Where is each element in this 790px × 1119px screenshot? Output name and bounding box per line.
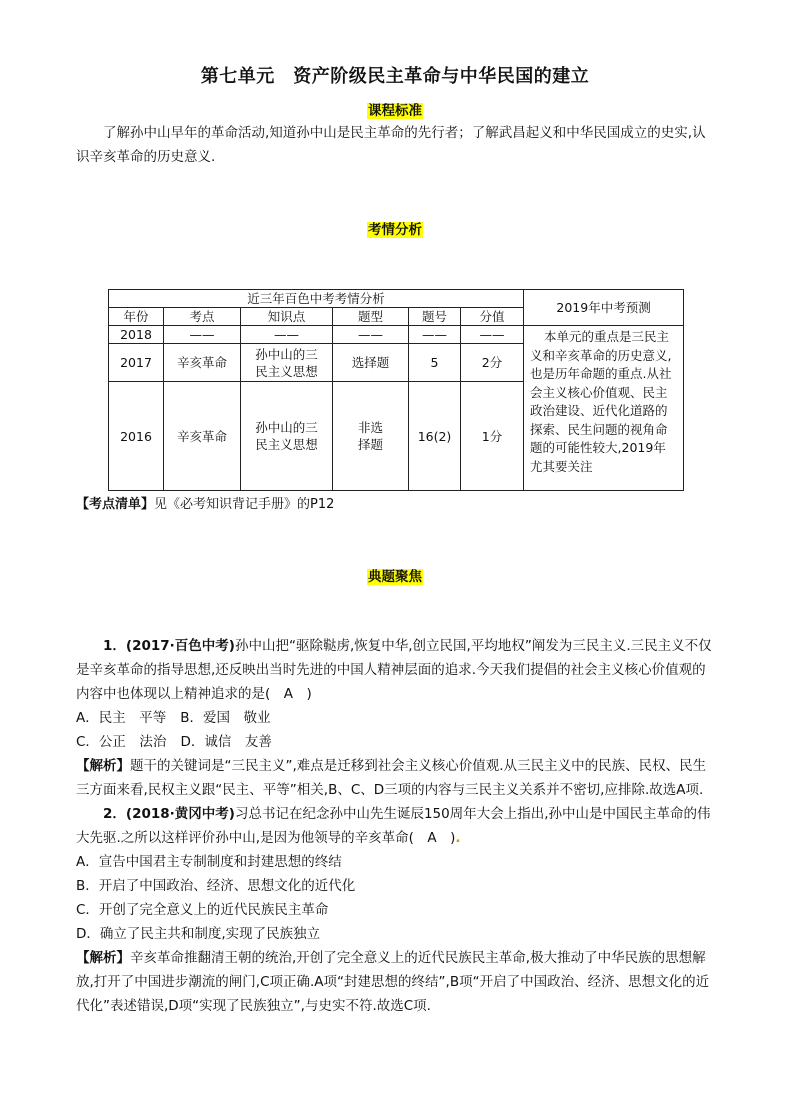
- question-1: [76, 634, 716, 706]
- page-title: 第七单元 资产阶级民主革命与中华民国的建立: [200, 66, 590, 87]
- analysis-text: 题干的关键词是“三民主义”,难点是迁移到社会主义核心价值观.从三民主义中的民族、民权、民生三方面来看,民权主义跟“民主、平等”相关,B、C、D三项的内容与三民主义关系并不密切,应排除.故选A项.: [76, 758, 707, 798]
- question-2-analysis: [76, 946, 716, 1018]
- table-cell: ——: [409, 326, 461, 344]
- option-row: [76, 730, 272, 754]
- table-cell: ——: [461, 326, 524, 344]
- option-d: D．确立了民主共和制度,实现了民族独立: [76, 926, 321, 942]
- option-b: B．开启了中国政治、经济、思想文化的近代化: [76, 878, 356, 894]
- section-heading-standard: 课程标准: [368, 103, 422, 119]
- option-a: A．宣告中国君主专制制度和封建思想的终结: [76, 854, 342, 870]
- checklist-label: 【考点清单】: [76, 497, 155, 512]
- checklist-note: [76, 493, 334, 517]
- question-2: [76, 802, 716, 850]
- section-focus: [0, 565, 790, 585]
- option-row: [76, 706, 271, 730]
- table-cell: 非选择题: [333, 382, 409, 491]
- option-c: C．公正 法治: [76, 734, 167, 750]
- option-c: C．开创了完全意义上的近代民族民主革命: [76, 902, 329, 918]
- checklist-text: 见《必考知识背记手册》的P12: [154, 497, 335, 512]
- analysis-label: 【解析】: [76, 758, 130, 774]
- table-cell: ——: [333, 326, 409, 344]
- table-cell: 孙中山的三民主义思想: [241, 344, 333, 382]
- section-heading-analysis: 考情分析: [368, 222, 422, 238]
- standard-text: 了解孙中山早年的革命活动,知道孙中山是民主革命的先行者；了解武昌起义和中华民国成立的史实,认识辛亥革命的历史意义.: [76, 125, 706, 165]
- table-cell: 2016: [109, 382, 164, 491]
- column-header: 分值: [461, 308, 524, 326]
- table-cell: 2018: [109, 326, 164, 344]
- question-stem: 孙中山把“驱除鞑虏,恢复中华,创立民国,平均地权”阐发为三民主义.三民主义不仅是辛亥革命的指导思想,还反映出当时先进的中国人精神层面的追求.今天我们提倡的社会主义核心价值观的内容中也体现以上精神追求的是( A ): [76, 638, 712, 702]
- table-cell: 孙中山的三民主义思想: [241, 382, 333, 491]
- option-d: D．诚信 友善: [180, 734, 272, 750]
- column-header: 考点: [164, 308, 241, 326]
- table-cell: ——: [241, 326, 333, 344]
- table-cell: 选择题: [333, 344, 409, 382]
- question-1-analysis: [76, 754, 716, 802]
- analysis-text: 辛亥革命推翻清王朝的统治,开创了完全意义上的近代民族民主革命,极大推动了中华民族的思想解放,打开了中国进步潮流的闸门,C项正确.A项“封建思想的终结”,B项“开启了中国政治、经济、思想文化的近代化”表述错误,D项“实现了民族独立”,与史实不符.故选C项.: [76, 950, 710, 1014]
- column-header: 题型: [333, 308, 409, 326]
- table-cell: ——: [164, 326, 241, 344]
- question-number: 2．: [103, 806, 126, 822]
- option-a: A．民主 平等: [76, 710, 167, 726]
- column-header: 知识点: [241, 308, 333, 326]
- table-cell: 5: [409, 344, 461, 382]
- analysis-label: 【解析】: [76, 950, 130, 966]
- option-b: B．爱国 敬业: [180, 710, 271, 726]
- question-stem: 习总书记在纪念孙中山先生诞辰150周年大会上指出,孙中山是中国民主革命的伟大先驱.之所以这样评价孙中山,是因为他领导的辛亥革命( A ): [76, 806, 711, 846]
- table-cell: 1分: [461, 382, 524, 491]
- question-source: (2017·百色中考): [125, 638, 235, 654]
- stem-tail-dot: .: [455, 830, 461, 846]
- section-analysis: [0, 218, 790, 238]
- table-prediction-text: 本单元的重点是三民主义和辛亥革命的历史意义,也是历年命题的重点.从社会主义核心价值观、民主政治建设、近代化道路的探索、民生问题的视角命题的可能性较大,2019年尤其要关注: [524, 326, 684, 491]
- table-cell: 2017: [109, 344, 164, 382]
- section-heading-focus: 典题聚焦: [368, 569, 422, 585]
- table-cell: 2分: [461, 344, 524, 382]
- column-header: 题号: [409, 308, 461, 326]
- table-cell: 辛亥革命: [164, 382, 241, 491]
- table-prediction-header: 2019年中考预测: [524, 290, 684, 326]
- question-source: (2018·黄冈中考): [125, 806, 235, 822]
- table-cell: 辛亥革命: [164, 344, 241, 382]
- table-cell: 16(2): [409, 382, 461, 491]
- table-group-header: 近三年百色中考考情分析: [109, 290, 524, 308]
- exam-analysis-table: [108, 289, 684, 491]
- question-number: 1．: [103, 638, 126, 654]
- section-standard: [0, 99, 790, 119]
- column-header: 年份: [109, 308, 164, 326]
